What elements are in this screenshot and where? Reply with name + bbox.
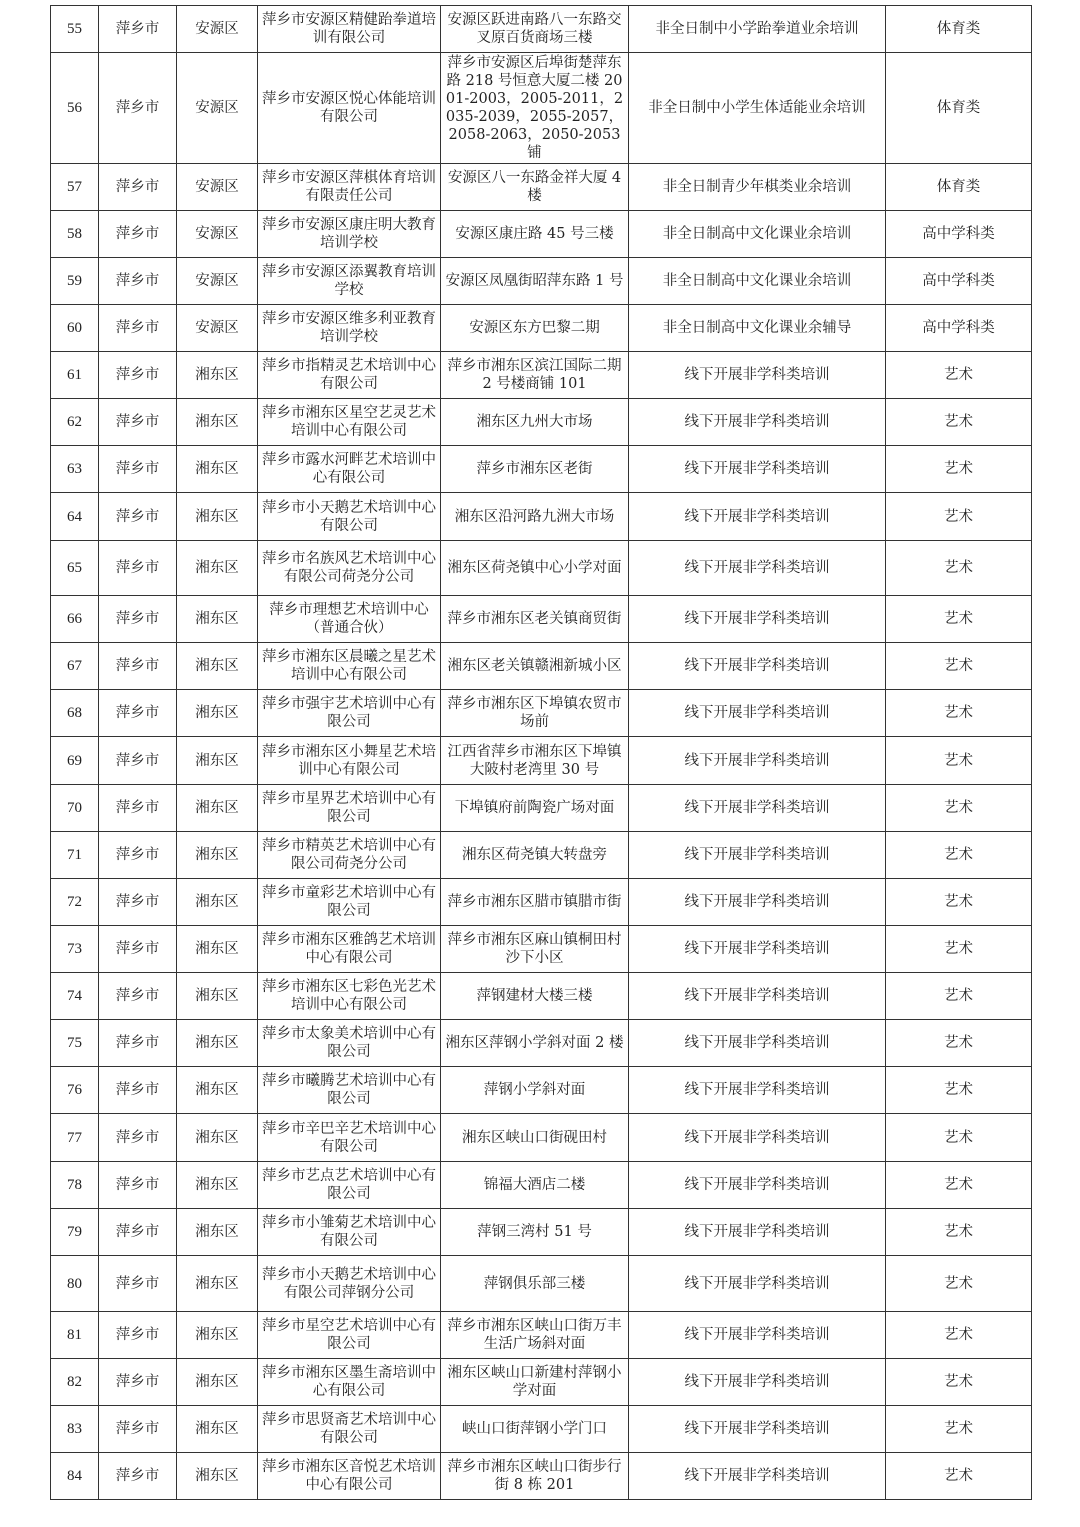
city-cell: 萍乡市 — [99, 1256, 177, 1312]
address-cell: 湘东区九州大市场 — [441, 399, 629, 446]
district-cell: 湘东区 — [177, 1256, 258, 1312]
row-number: 67 — [51, 643, 99, 690]
district-cell: 湘东区 — [177, 879, 258, 926]
address-cell: 萍钢三湾村 51 号 — [441, 1209, 629, 1256]
district-cell: 湘东区 — [177, 596, 258, 643]
district-cell: 湘东区 — [177, 1312, 258, 1359]
address-cell: 安源区八一东路金祥大厦 4 楼 — [441, 164, 629, 211]
district-cell: 湘东区 — [177, 690, 258, 737]
district-cell: 安源区 — [177, 164, 258, 211]
row-number: 57 — [51, 164, 99, 211]
row-number: 55 — [51, 6, 99, 53]
address-cell: 湘东区荷尧镇中心小学对面 — [441, 541, 629, 596]
training-scope: 线下开展非学科类培训 — [629, 1209, 886, 1256]
institution-name: 萍乡市艺点艺术培训中心有限公司 — [258, 1162, 441, 1209]
training-scope: 非全日制高中文化课业余辅导 — [629, 305, 886, 352]
address-cell: 萍钢小学斜对面 — [441, 1067, 629, 1114]
row-number: 84 — [51, 1453, 99, 1500]
row-number: 63 — [51, 446, 99, 493]
city-cell: 萍乡市 — [99, 1406, 177, 1453]
training-scope: 线下开展非学科类培训 — [629, 690, 886, 737]
city-cell: 萍乡市 — [99, 1162, 177, 1209]
category-cell: 艺术 — [886, 541, 1032, 596]
address-cell: 萍乡市湘东区滨江国际二期 2 号楼商铺 101 — [441, 352, 629, 399]
city-cell: 萍乡市 — [99, 6, 177, 53]
table-row — [51, 1209, 1032, 1256]
district-cell: 安源区 — [177, 211, 258, 258]
institution-name: 萍乡市小雏菊艺术培训中心有限公司 — [258, 1209, 441, 1256]
district-cell: 湘东区 — [177, 399, 258, 446]
district-cell: 安源区 — [177, 53, 258, 164]
category-cell: 艺术 — [886, 1162, 1032, 1209]
city-cell: 萍乡市 — [99, 446, 177, 493]
training-scope: 线下开展非学科类培训 — [629, 399, 886, 446]
address-cell: 湘东区老关镇赣湘新城小区 — [441, 643, 629, 690]
address-cell: 萍乡市湘东区腊市镇腊市街 — [441, 879, 629, 926]
city-cell: 萍乡市 — [99, 596, 177, 643]
address-cell: 萍钢俱乐部三楼 — [441, 1256, 629, 1312]
city-cell: 萍乡市 — [99, 737, 177, 785]
address-cell: 萍乡市湘东区峡山口街万丰生活广场斜对面 — [441, 1312, 629, 1359]
table-row — [51, 493, 1032, 541]
row-number: 59 — [51, 258, 99, 305]
address-cell: 萍乡市湘东区老关镇商贸街 — [441, 596, 629, 643]
row-number: 77 — [51, 1114, 99, 1162]
table-row — [51, 1406, 1032, 1453]
city-cell: 萍乡市 — [99, 53, 177, 164]
address-cell: 湘东区峡山口新建村萍钢小学对面 — [441, 1359, 629, 1406]
row-number: 65 — [51, 541, 99, 596]
city-cell: 萍乡市 — [99, 690, 177, 737]
city-cell: 萍乡市 — [99, 973, 177, 1020]
district-cell: 湘东区 — [177, 1209, 258, 1256]
table-row — [51, 164, 1032, 211]
training-scope: 线下开展非学科类培训 — [629, 1256, 886, 1312]
district-cell: 湘东区 — [177, 1162, 258, 1209]
district-cell: 湘东区 — [177, 1114, 258, 1162]
table-row — [51, 643, 1032, 690]
category-cell: 艺术 — [886, 879, 1032, 926]
city-cell: 萍乡市 — [99, 1114, 177, 1162]
row-number: 61 — [51, 352, 99, 399]
city-cell: 萍乡市 — [99, 1067, 177, 1114]
institution-name: 萍乡市湘东区小舞星艺术培训中心有限公司 — [258, 737, 441, 785]
category-cell: 艺术 — [886, 352, 1032, 399]
table-row — [51, 596, 1032, 643]
district-cell: 湘东区 — [177, 1020, 258, 1067]
city-cell: 萍乡市 — [99, 832, 177, 879]
category-cell: 艺术 — [886, 737, 1032, 785]
table-row — [51, 1359, 1032, 1406]
district-cell: 湘东区 — [177, 493, 258, 541]
training-scope: 线下开展非学科类培训 — [629, 446, 886, 493]
address-cell: 萍乡市湘东区下埠镇农贸市场前 — [441, 690, 629, 737]
training-scope: 线下开展非学科类培训 — [629, 541, 886, 596]
category-cell: 艺术 — [886, 690, 1032, 737]
institution-name: 萍乡市太象美术培训中心有限公司 — [258, 1020, 441, 1067]
address-cell: 萍乡市湘东区麻山镇桐田村沙下小区 — [441, 926, 629, 973]
training-scope: 线下开展非学科类培训 — [629, 926, 886, 973]
table-row — [51, 6, 1032, 53]
address-cell: 安源区凤凰街昭萍东路 1 号 — [441, 258, 629, 305]
row-number: 64 — [51, 493, 99, 541]
city-cell: 萍乡市 — [99, 305, 177, 352]
address-cell: 湘东区峡山口街砚田村 — [441, 1114, 629, 1162]
row-number: 83 — [51, 1406, 99, 1453]
table-row — [51, 690, 1032, 737]
address-cell: 江西省萍乡市湘东区下埠镇大陂村老湾里 30 号 — [441, 737, 629, 785]
institution-name: 萍乡市湘东区雅鸽艺术培训中心有限公司 — [258, 926, 441, 973]
row-number: 60 — [51, 305, 99, 352]
category-cell: 艺术 — [886, 493, 1032, 541]
table-row — [51, 446, 1032, 493]
city-cell: 萍乡市 — [99, 1209, 177, 1256]
category-cell: 高中学科类 — [886, 258, 1032, 305]
institution-name: 萍乡市安源区悦心体能培训有限公司 — [258, 53, 441, 164]
institution-name: 萍乡市安源区精健跆拳道培训有限公司 — [258, 6, 441, 53]
category-cell: 体育类 — [886, 164, 1032, 211]
row-number: 68 — [51, 690, 99, 737]
institution-name: 萍乡市湘东区音悦艺术培训中心有限公司 — [258, 1453, 441, 1500]
category-cell: 艺术 — [886, 785, 1032, 832]
institution-name: 萍乡市湘东区墨生斋培训中心有限公司 — [258, 1359, 441, 1406]
address-cell: 萍乡市安源区后埠街楚萍东路 218 号恒意大厦二楼 2001-2003，2005-2011，2035-2039，2055-2057，2058-2063，2050-2053 铺 — [441, 53, 629, 164]
category-cell: 艺术 — [886, 1209, 1032, 1256]
institution-name: 萍乡市指精灵艺术培训中心有限公司 — [258, 352, 441, 399]
city-cell: 萍乡市 — [99, 879, 177, 926]
institution-name: 萍乡市小天鹅艺术培训中心有限公司萍钢分公司 — [258, 1256, 441, 1312]
institution-name: 萍乡市安源区康庄明大教育培训学校 — [258, 211, 441, 258]
institution-name: 萍乡市安源区添翼教育培训学校 — [258, 258, 441, 305]
institution-name: 萍乡市星空艺术培训中心有限公司 — [258, 1312, 441, 1359]
row-number: 56 — [51, 53, 99, 164]
category-cell: 高中学科类 — [886, 211, 1032, 258]
district-cell: 湘东区 — [177, 1406, 258, 1453]
table-row — [51, 1312, 1032, 1359]
district-cell: 湘东区 — [177, 785, 258, 832]
training-scope: 线下开展非学科类培训 — [629, 352, 886, 399]
address-cell: 湘东区荷尧镇大转盘旁 — [441, 832, 629, 879]
category-cell: 高中学科类 — [886, 305, 1032, 352]
district-cell: 湘东区 — [177, 926, 258, 973]
address-cell: 湘东区沿河路九洲大市场 — [441, 493, 629, 541]
row-number: 80 — [51, 1256, 99, 1312]
row-number: 76 — [51, 1067, 99, 1114]
city-cell: 萍乡市 — [99, 926, 177, 973]
row-number: 69 — [51, 737, 99, 785]
category-cell: 艺术 — [886, 1359, 1032, 1406]
table-row — [51, 832, 1032, 879]
district-cell: 安源区 — [177, 6, 258, 53]
category-cell: 艺术 — [886, 1312, 1032, 1359]
table-row — [51, 1256, 1032, 1312]
address-cell: 萍乡市湘东区老街 — [441, 446, 629, 493]
category-cell: 艺术 — [886, 1256, 1032, 1312]
row-number: 71 — [51, 832, 99, 879]
table-row — [51, 53, 1032, 164]
training-scope: 线下开展非学科类培训 — [629, 493, 886, 541]
district-cell: 湘东区 — [177, 832, 258, 879]
category-cell: 艺术 — [886, 643, 1032, 690]
institution-name: 萍乡市星界艺术培训中心有限公司 — [258, 785, 441, 832]
row-number: 74 — [51, 973, 99, 1020]
district-cell: 湘东区 — [177, 541, 258, 596]
row-number: 78 — [51, 1162, 99, 1209]
institution-name: 萍乡市理想艺术培训中心（普通合伙） — [258, 596, 441, 643]
address-cell: 锦福大酒店二楼 — [441, 1162, 629, 1209]
district-cell: 湘东区 — [177, 1359, 258, 1406]
table-row — [51, 737, 1032, 785]
training-scope: 线下开展非学科类培训 — [629, 1114, 886, 1162]
training-scope: 线下开展非学科类培训 — [629, 785, 886, 832]
table-row — [51, 305, 1032, 352]
category-cell: 艺术 — [886, 926, 1032, 973]
city-cell: 萍乡市 — [99, 258, 177, 305]
city-cell: 萍乡市 — [99, 352, 177, 399]
table-row — [51, 785, 1032, 832]
table-row — [51, 1453, 1032, 1500]
row-number: 58 — [51, 211, 99, 258]
category-cell: 艺术 — [886, 596, 1032, 643]
training-scope: 线下开展非学科类培训 — [629, 1020, 886, 1067]
address-cell: 萍钢建材大楼三楼 — [441, 973, 629, 1020]
city-cell: 萍乡市 — [99, 1312, 177, 1359]
table-row — [51, 1067, 1032, 1114]
category-cell: 艺术 — [886, 1114, 1032, 1162]
category-cell: 艺术 — [886, 446, 1032, 493]
category-cell: 艺术 — [886, 1067, 1032, 1114]
row-number: 75 — [51, 1020, 99, 1067]
institution-name: 萍乡市童彩艺术培训中心有限公司 — [258, 879, 441, 926]
table-row — [51, 1114, 1032, 1162]
city-cell: 萍乡市 — [99, 785, 177, 832]
district-cell: 湘东区 — [177, 1453, 258, 1500]
institution-name: 萍乡市湘东区星空艺灵艺术培训中心有限公司 — [258, 399, 441, 446]
institution-name: 萍乡市思贤斋艺术培训中心有限公司 — [258, 1406, 441, 1453]
city-cell: 萍乡市 — [99, 211, 177, 258]
address-cell: 安源区康庄路 45 号三楼 — [441, 211, 629, 258]
category-cell: 体育类 — [886, 53, 1032, 164]
training-scope: 线下开展非学科类培训 — [629, 1312, 886, 1359]
training-scope: 线下开展非学科类培训 — [629, 1359, 886, 1406]
category-cell: 艺术 — [886, 1453, 1032, 1500]
institution-name: 萍乡市曦腾艺术培训中心有限公司 — [258, 1067, 441, 1114]
institution-table — [50, 5, 1032, 1500]
training-scope: 非全日制中小学生体适能业余培训 — [629, 53, 886, 164]
row-number: 82 — [51, 1359, 99, 1406]
category-cell: 艺术 — [886, 832, 1032, 879]
table-row — [51, 1162, 1032, 1209]
table-row — [51, 1020, 1032, 1067]
institution-name: 萍乡市露水河畔艺术培训中心有限公司 — [258, 446, 441, 493]
city-cell: 萍乡市 — [99, 399, 177, 446]
institution-name: 萍乡市湘东区晨曦之星艺术培训中心有限公司 — [258, 643, 441, 690]
city-cell: 萍乡市 — [99, 1359, 177, 1406]
city-cell: 萍乡市 — [99, 164, 177, 211]
category-cell: 体育类 — [886, 6, 1032, 53]
institution-name: 萍乡市安源区萍棋体育培训有限责任公司 — [258, 164, 441, 211]
city-cell: 萍乡市 — [99, 493, 177, 541]
category-cell: 艺术 — [886, 1406, 1032, 1453]
category-cell: 艺术 — [886, 1020, 1032, 1067]
training-scope: 线下开展非学科类培训 — [629, 596, 886, 643]
address-cell: 下埠镇府前陶瓷广场对面 — [441, 785, 629, 832]
address-cell: 安源区东方巴黎二期 — [441, 305, 629, 352]
training-scope: 非全日制青少年棋类业余培训 — [629, 164, 886, 211]
training-scope: 线下开展非学科类培训 — [629, 1067, 886, 1114]
training-scope: 线下开展非学科类培训 — [629, 643, 886, 690]
row-number: 79 — [51, 1209, 99, 1256]
training-scope: 非全日制高中文化课业余培训 — [629, 211, 886, 258]
district-cell: 湘东区 — [177, 1067, 258, 1114]
table-row — [51, 541, 1032, 596]
address-cell: 峡山口街萍钢小学门口 — [441, 1406, 629, 1453]
training-scope: 线下开展非学科类培训 — [629, 879, 886, 926]
training-scope: 线下开展非学科类培训 — [629, 1406, 886, 1453]
institution-name: 萍乡市安源区维多利亚教育培训学校 — [258, 305, 441, 352]
row-number: 72 — [51, 879, 99, 926]
training-scope: 线下开展非学科类培训 — [629, 832, 886, 879]
address-cell: 安源区跃进南路八一东路交叉原百货商场三楼 — [441, 6, 629, 53]
district-cell: 湘东区 — [177, 446, 258, 493]
category-cell: 艺术 — [886, 973, 1032, 1020]
table-row — [51, 973, 1032, 1020]
table-row — [51, 211, 1032, 258]
district-cell: 湘东区 — [177, 643, 258, 690]
row-number: 62 — [51, 399, 99, 446]
institution-name: 萍乡市小天鹅艺术培训中心有限公司 — [258, 493, 441, 541]
row-number: 81 — [51, 1312, 99, 1359]
training-scope: 线下开展非学科类培训 — [629, 737, 886, 785]
institution-name: 萍乡市强宇艺术培训中心有限公司 — [258, 690, 441, 737]
district-cell: 湘东区 — [177, 973, 258, 1020]
institution-name: 萍乡市精英艺术培训中心有限公司荷尧分公司 — [258, 832, 441, 879]
row-number: 70 — [51, 785, 99, 832]
city-cell: 萍乡市 — [99, 1453, 177, 1500]
institution-name: 萍乡市湘东区七彩色光艺术培训中心有限公司 — [258, 973, 441, 1020]
institution-name: 萍乡市名族风艺术培训中心有限公司荷尧分公司 — [258, 541, 441, 596]
city-cell: 萍乡市 — [99, 541, 177, 596]
training-scope: 非全日制中小学跆拳道业余培训 — [629, 6, 886, 53]
training-scope: 线下开展非学科类培训 — [629, 1453, 886, 1500]
table-row — [51, 879, 1032, 926]
city-cell: 萍乡市 — [99, 643, 177, 690]
institution-name: 萍乡市辛巴辛艺术培训中心有限公司 — [258, 1114, 441, 1162]
table-row — [51, 258, 1032, 305]
district-cell: 湘东区 — [177, 737, 258, 785]
category-cell: 艺术 — [886, 399, 1032, 446]
table-row — [51, 926, 1032, 973]
row-number: 73 — [51, 926, 99, 973]
training-scope: 线下开展非学科类培训 — [629, 1162, 886, 1209]
district-cell: 安源区 — [177, 305, 258, 352]
table-row — [51, 399, 1032, 446]
row-number: 66 — [51, 596, 99, 643]
district-cell: 湘东区 — [177, 352, 258, 399]
address-cell: 萍乡市湘东区峡山口街步行街 8 栋 201 — [441, 1453, 629, 1500]
training-scope: 非全日制高中文化课业余培训 — [629, 258, 886, 305]
district-cell: 安源区 — [177, 258, 258, 305]
table-row — [51, 352, 1032, 399]
city-cell: 萍乡市 — [99, 1020, 177, 1067]
training-scope: 线下开展非学科类培训 — [629, 973, 886, 1020]
address-cell: 湘东区萍钢小学斜对面 2 楼 — [441, 1020, 629, 1067]
